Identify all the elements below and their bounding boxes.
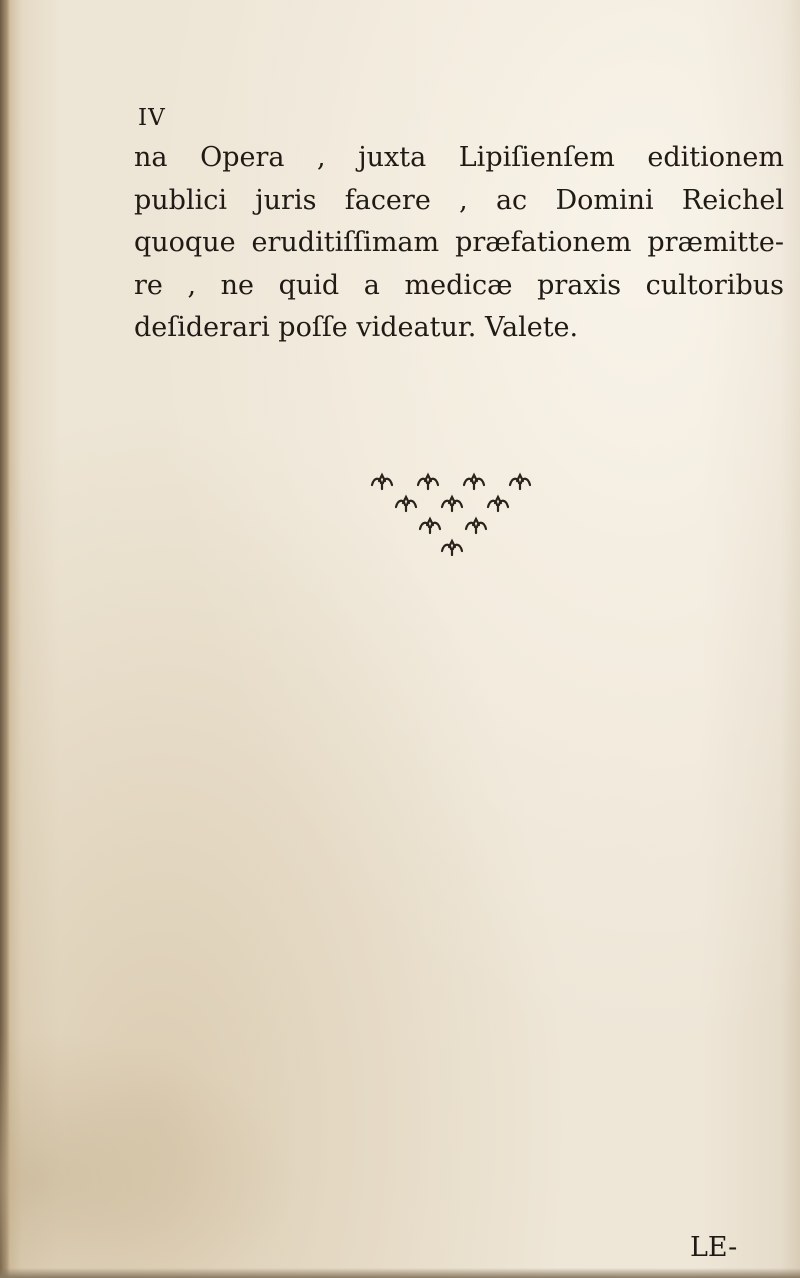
text-line-1: na Opera , juxta Lipiſienſem editionem [134,142,784,173]
text-line-2: publici juris facere , ac Domini Reichel [134,184,784,216]
fleuron-row-3 [370,516,570,538]
fleuron-row-4 [370,538,570,560]
fleuron-row-1 [370,472,570,494]
paper-stain [0,1030,300,1278]
fleuron-row-2 [370,494,570,516]
text-line-5: deſiderari poſſe videatur. Valete. [134,312,579,343]
page-number: IV [138,105,166,131]
text-line-4: re , ne quid a medicæ praxis cultoribus [134,269,784,301]
text-line-3: quoque eruditiſſimam præfationem præmitte- [134,227,784,258]
fleuron-ornament [370,472,570,560]
page-bottom-edge [0,1268,800,1278]
catchword: LE- [690,1232,738,1263]
body-paragraph [134,137,784,350]
